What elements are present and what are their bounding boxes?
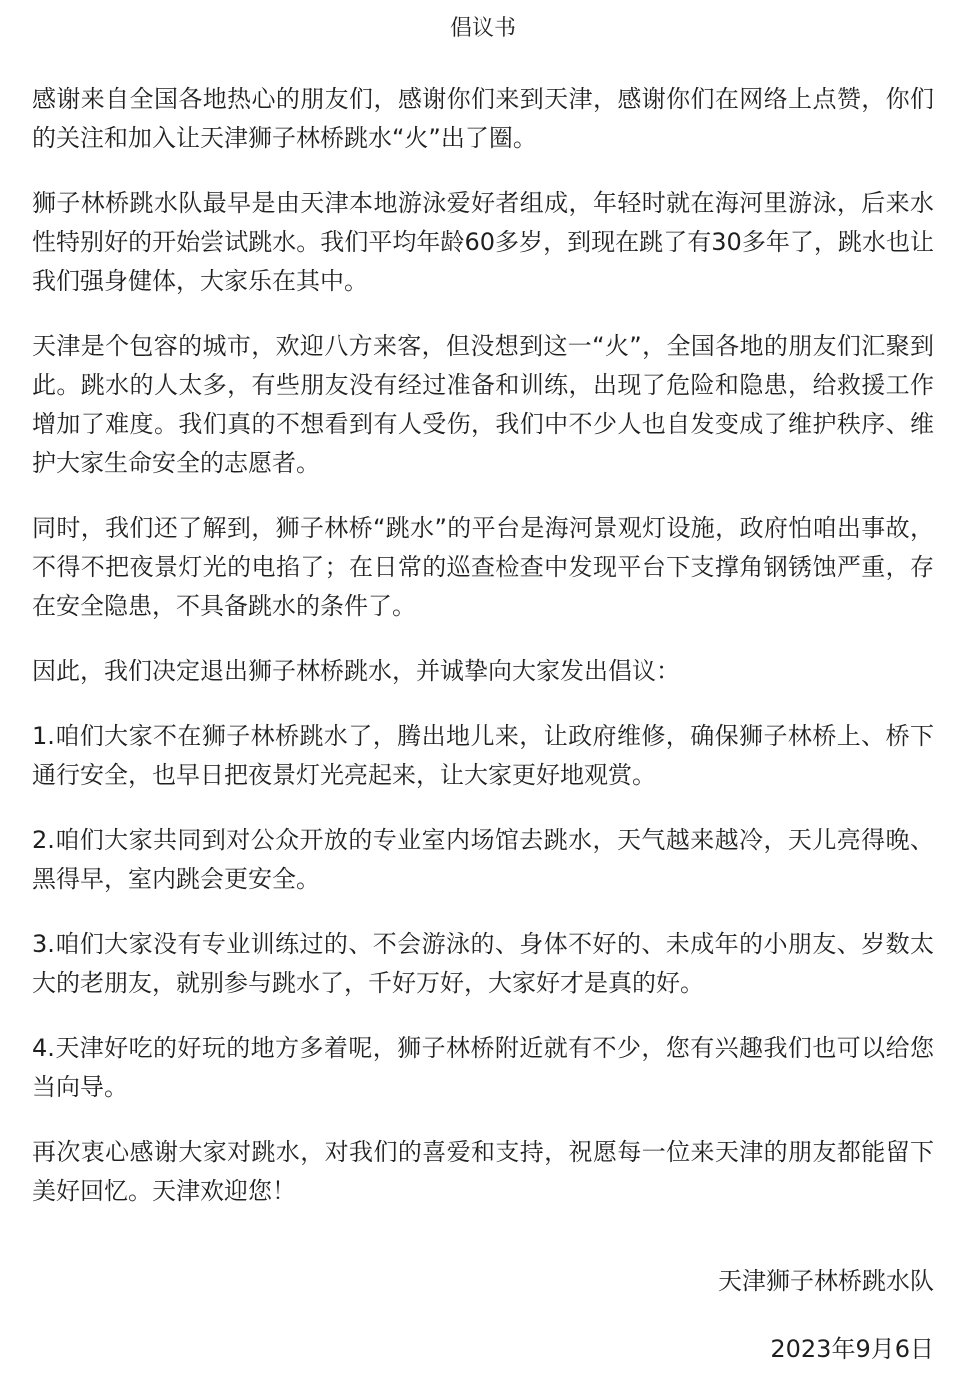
proposal-item-1: 1.咱们大家不在狮子林桥跳水了，腾出地儿来，让政府维修，确保狮子林桥上、桥下通行安全，也早日把夜景灯光亮起来，让大家更好地观赏。 xyxy=(32,722,934,789)
paragraph-closing: 再次衷心感谢大家对跳水，对我们的喜爱和支持，祝愿每一位来天津的朋友都能留下美好回忆。天津欢迎您！ xyxy=(32,1138,934,1205)
proposal-item-3: 3.咱们大家没有专业训练过的、不会游泳的、身体不好的、未成年的小朋友、岁数太大的老朋友，就别参与跳水了，千好万好，大家好才是真的好。 xyxy=(32,930,934,997)
proposal-item-2: 2.咱们大家共同到对公众开放的专业室内场馆去跳水，天气越来越冷，天儿亮得晚、黑得早，室内跳会更安全。 xyxy=(32,826,934,893)
paragraph-decision: 因此，我们决定退出狮子林桥跳水，并诚挚向大家发出倡议： xyxy=(32,657,680,685)
document-title: 倡议书 xyxy=(449,16,516,41)
proposal-item-4: 4.天津好吃的好玩的地方多着呢，狮子林桥附近就有不少，您有兴趣我们也可以给您当向导。 xyxy=(32,1034,934,1101)
document-date: 2023年9月6日 xyxy=(770,1335,934,1363)
signature: 天津狮子林桥跳水队 xyxy=(718,1267,934,1295)
paragraph-platform-safety: 同时，我们还了解到，狮子林桥“跳水”的平台是海河景观灯设施，政府怕咱出事故，不得不把夜景灯光的电掐了；在日常的巡查检查中发现平台下支撑角钢锈蚀严重，存在安全隐患，不具备跳水的条件了。 xyxy=(32,514,934,620)
paragraph-team-history: 狮子林桥跳水队最早是由天津本地游泳爱好者组成，年轻时就在海河里游泳，后来水性特别好的开始尝试跳水。我们平均年龄60多岁，到现在跳了有30多年了，跳水也让我们强身健体，大家乐在其中。 xyxy=(32,189,934,295)
paragraph-city-crowds: 天津是个包容的城市，欢迎八方来客，但没想到这一“火”，全国各地的朋友们汇聚到此。跳水的人太多，有些朋友没有经过准备和训练，出现了危险和隐患，给救援工作增加了难度。我们真的不想看到有人受伤，我们中不少人也自发变成了维护秩序、维护大家生命安全的志愿者。 xyxy=(32,332,934,477)
paragraph-thanks: 感谢来自全国各地热心的朋友们，感谢你们来到天津，感谢你们在网络上点赞，你们的关注和加入让天津狮子林桥跳水“火”出了圈。 xyxy=(32,85,934,152)
